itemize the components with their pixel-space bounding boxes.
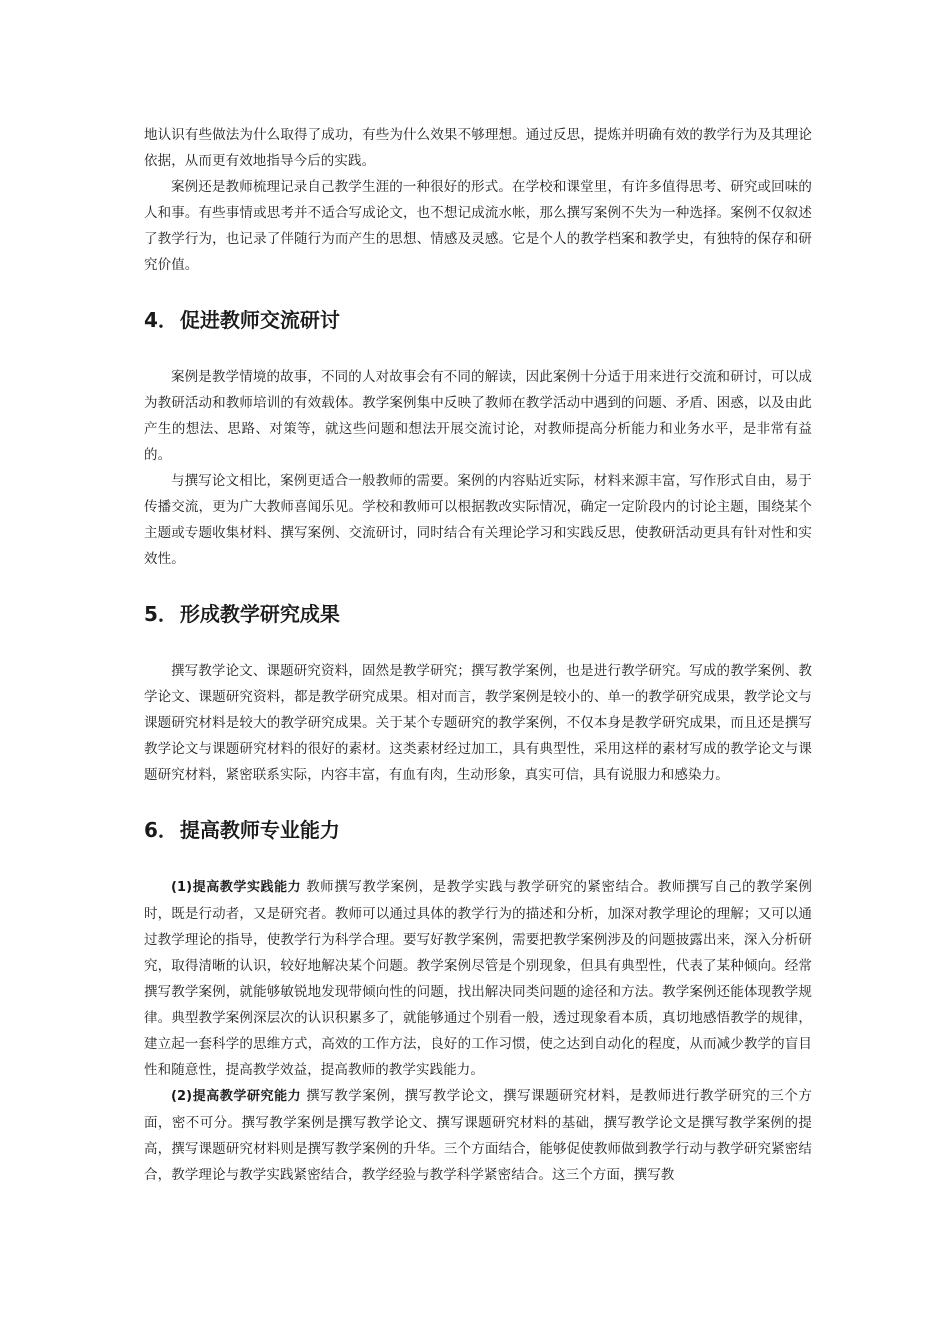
section-5-paragraph-1: 撰写教学论文、课题研究资料，固然是教学研究；撰写教学案例，也是进行教学研究。写成的教学案例、教学论文、课题研究资料，都是教学研究成果。相对而言，教学案例是较小的、单一的教学研究成果，教学论文与课题研究材料是较大的教学研究成果。关于某个专题研究的教学案例，不仅本身是教学研究成果，而且还是撰写教学论文与课题研究材料的很好的素材。这类素材经过加工，具有典型性，采用这样的素材写成的教学论文与课题研究材料，紧密联系实际，内容丰富，有血有肉，生动形象，真实可信，具有说服力和感染力。	[144, 663, 812, 783]
section-5-number: 5．	[144, 602, 178, 626]
section-6-title: 提高教师专业能力	[179, 818, 340, 842]
section-5-heading	[144, 600, 812, 628]
item-2-lead: (2)提高教学研究能力	[171, 1089, 302, 1104]
section-4-heading	[144, 306, 812, 334]
section-4-number: 4．	[144, 308, 178, 332]
document-body	[144, 122, 812, 1188]
item-1-text: 教师撰写教学案例，是教学实践与教学研究的紧密结合。教师撰写自己的教学案例时，既是行动者，又是研究者。教师可以通过具体的教学行为的描述和分析，加深对教学理论的理解；又可以通过教学理论的指导，使教学行为科学合理。要写好教学案例，需要把教学案例涉及的问题披露出来，深入分析研究，取得清晰的认识，较好地解决某个问题。教学案例尽管是个别现象，但具有典型性，代表了某种倾向。经常撰写教学案例，就能够敏锐地发现带倾向性的问题，找出解决同类问题的途径和方法。教学案例还能体现教学规律。典型教学案例深层次的认识积累多了，就能够通过个别看一般，透过现象看本质，真切地感悟教学的规律，建立起一套科学的思维方式，高效的工作方法，良好的工作习惯，使之达到自动化的程度，从而减少教学的盲目性和随意性，提高教学效益，提高教师的教学实践能力。	[144, 879, 812, 1078]
section-6-item-2	[144, 1083, 812, 1188]
section-4-paragraph-1: 案例是教学情境的故事，不同的人对故事会有不同的解读，因此案例十分适于用来进行交流和研讨，可以成为教研活动和教师培训的有效载体。教学案例集中反映了教师在教学活动中遇到的问题、矛盾、困惑，以及由此产生的想法、思路、对策等，就这些问题和想法开展交流讨论，对教师提高分析能力和业务水平，是非常有益的。	[144, 369, 812, 463]
section-6-heading	[144, 816, 812, 844]
section-6-number: 6．	[144, 818, 178, 842]
item-1-lead: (1)提高教学实践能力	[171, 880, 302, 895]
section-5-title: 形成教学研究成果	[179, 602, 340, 626]
intro-paragraph-2: 案例还是教师梳理记录自己教学生涯的一种很好的形式。在学校和课堂里，有许多值得思考、研究或回味的人和事。有些事情或思考并不适合写成论文，也不想记成流水帐，那么撰写案例不失为一种选择。案例不仅叙述了教学行为，也记录了伴随行为而产生的思想、情感及灵感。它是个人的教学档案和教学史，有独特的保存和研究价值。	[144, 179, 812, 273]
intro-paragraph-1: 地认识有些做法为什么取得了成功，有些为什么效果不够理想。通过反思，提炼并明确有效的教学行为及其理论依据，从而更有效地指导今后的实践。	[144, 127, 812, 169]
item-2-text: 撰写教学案例，撰写教学论文，撰写课题研究材料，是教师进行教学研究的三个方面，密不可分。撰写教学案例是撰写教学论文、撰写课题研究材料的基础，撰写教学论文是撰写教学案例的提高，撰写课题研究材料则是撰写教学案例的升华。三个方面结合，能够促使教师做到教学行动与教学研究紧密结合，教学理论与教学实践紧密结合，教学经验与教学科学紧密结合。这三个方面，撰写教	[144, 1088, 812, 1183]
section-6-item-1	[144, 874, 812, 1083]
section-4-paragraph-2: 与撰写论文相比，案例更适合一般教师的需要。案例的内容贴近实际，材料来源丰富，写作形式自由，易于传播交流，更为广大教师喜闻乐见。学校和教师可以根据教改实际情况，确定一定阶段内的讨论主题，围绕某个主题或专题收集材料、撰写案例、交流研讨，同时结合有关理论学习和实践反思，使教研活动更具有针对性和实效性。	[144, 473, 812, 567]
section-4-title: 促进教师交流研讨	[179, 308, 340, 332]
